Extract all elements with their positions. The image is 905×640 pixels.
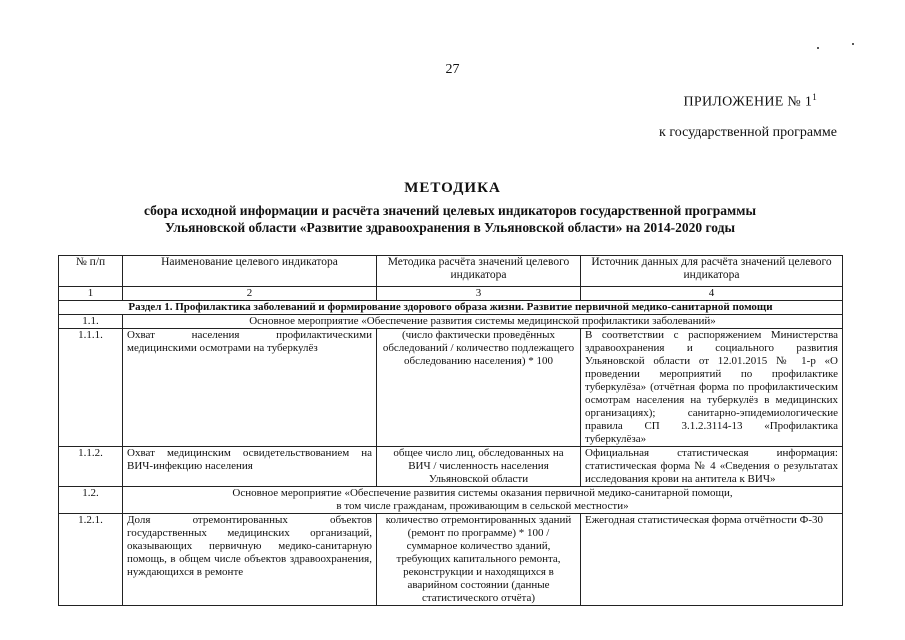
appendix-label <box>683 92 817 111</box>
row-number: 1.2. <box>59 487 123 514</box>
table-row <box>59 514 843 606</box>
column-number-row <box>59 287 843 301</box>
column-number: 2 <box>123 287 377 301</box>
calculation-method: (число фактически проведённых обследований / количество подлежащего обследованию населения) * 100 <box>377 329 581 447</box>
table-row <box>59 447 843 487</box>
document-title: МЕТОДИКА <box>404 180 501 196</box>
header-number: № п/п <box>59 256 123 287</box>
subtitle-line-1: сбора исходной информации и расчёта значений целевых индикаторов государственной программы <box>143 203 756 218</box>
main-activity-line-1: Основное мероприятие «Обеспечение развития системы оказания первичной медико-санитарной помощи, <box>232 487 733 499</box>
document-subtitle <box>60 202 840 236</box>
data-source: Ежегодная статистическая форма отчётности Ф-30 <box>581 514 843 606</box>
appendix-superscript: 1 <box>812 92 817 102</box>
calculation-method: общее число лиц, обследованных на ВИЧ / численность населения Ульяновской области <box>377 447 581 487</box>
table-row <box>59 487 843 514</box>
header-method: Методика расчёта значений целевого индикатора <box>377 256 581 287</box>
indicator-name: Доля отремонтированных объектов государственных медицинских организаций, оказывающих первичную медико-санитарную помощь, в общем числе объектов здравоохранения, нуждающихся в ремонте <box>123 514 377 606</box>
calculation-method: количество отремонтированных зданий (ремонт по программе) * 100 / суммарное количество зданий, требующих капитального ремонта, реконструкции и находящихся в аварийном состоянии (данные статистического отчёта) <box>377 514 581 606</box>
row-number: 1.2.1. <box>59 514 123 606</box>
header-indicator-name: Наименование целевого индикатора <box>123 256 377 287</box>
data-source: В соответствии с распоряжением Министерства здравоохранения и социального развития Ульяновской области от 12.01.2015 № 1-р «О проведении мероприятий по профилактике туберкулёза» (отчётная форма по профилактическим осмотрам населения на туберкулёз в медицинских организациях); санитарно-эпидемиологические правила СП 3.1.2.3114-13 «Профилактика туберкулёза» <box>581 329 843 447</box>
main-activity-line-2: в том числе гражданам, проживающим в сельской местности» <box>336 500 629 512</box>
indicators-table <box>58 255 843 606</box>
section-row <box>59 301 843 315</box>
table-header-row <box>59 256 843 287</box>
column-number: 1 <box>59 287 123 301</box>
scan-speck <box>817 47 819 49</box>
row-number: 1.1. <box>59 315 123 329</box>
main-activity <box>123 487 843 514</box>
appendix-subtitle: к государственной программе <box>659 125 837 140</box>
scan-speck <box>852 43 854 45</box>
table-row <box>59 315 843 329</box>
header-source: Источник данных для расчёта значений целевого индикатора <box>581 256 843 287</box>
data-source: Официальная статистическая информация: статистическая форма № 4 «Сведения о результатах исследования крови на антитела к ВИЧ» <box>581 447 843 487</box>
main-activity: Основное мероприятие «Обеспечение развития системы медицинской профилактики заболеваний» <box>123 315 843 329</box>
table-row <box>59 329 843 447</box>
subtitle-line-2: Ульяновской области «Развитие здравоохранения в Ульяновской области» на 2014-2020 годы <box>165 220 735 235</box>
indicator-name: Охват медицинским освидетельствованием на ВИЧ-инфекцию населения <box>123 447 377 487</box>
appendix-text: ПРИЛОЖЕНИЕ № 1 <box>683 94 813 110</box>
page-number: 27 <box>445 62 460 77</box>
column-number: 3 <box>377 287 581 301</box>
section-title: Раздел 1. Профилактика заболеваний и формирование здорового образа жизни. Развитие первичной медико-санитарной помощи <box>59 301 843 315</box>
indicator-name: Охват населения профилактическими медицинскими осмотрами на туберкулёз <box>123 329 377 447</box>
row-number: 1.1.2. <box>59 447 123 487</box>
column-number: 4 <box>581 287 843 301</box>
row-number: 1.1.1. <box>59 329 123 447</box>
